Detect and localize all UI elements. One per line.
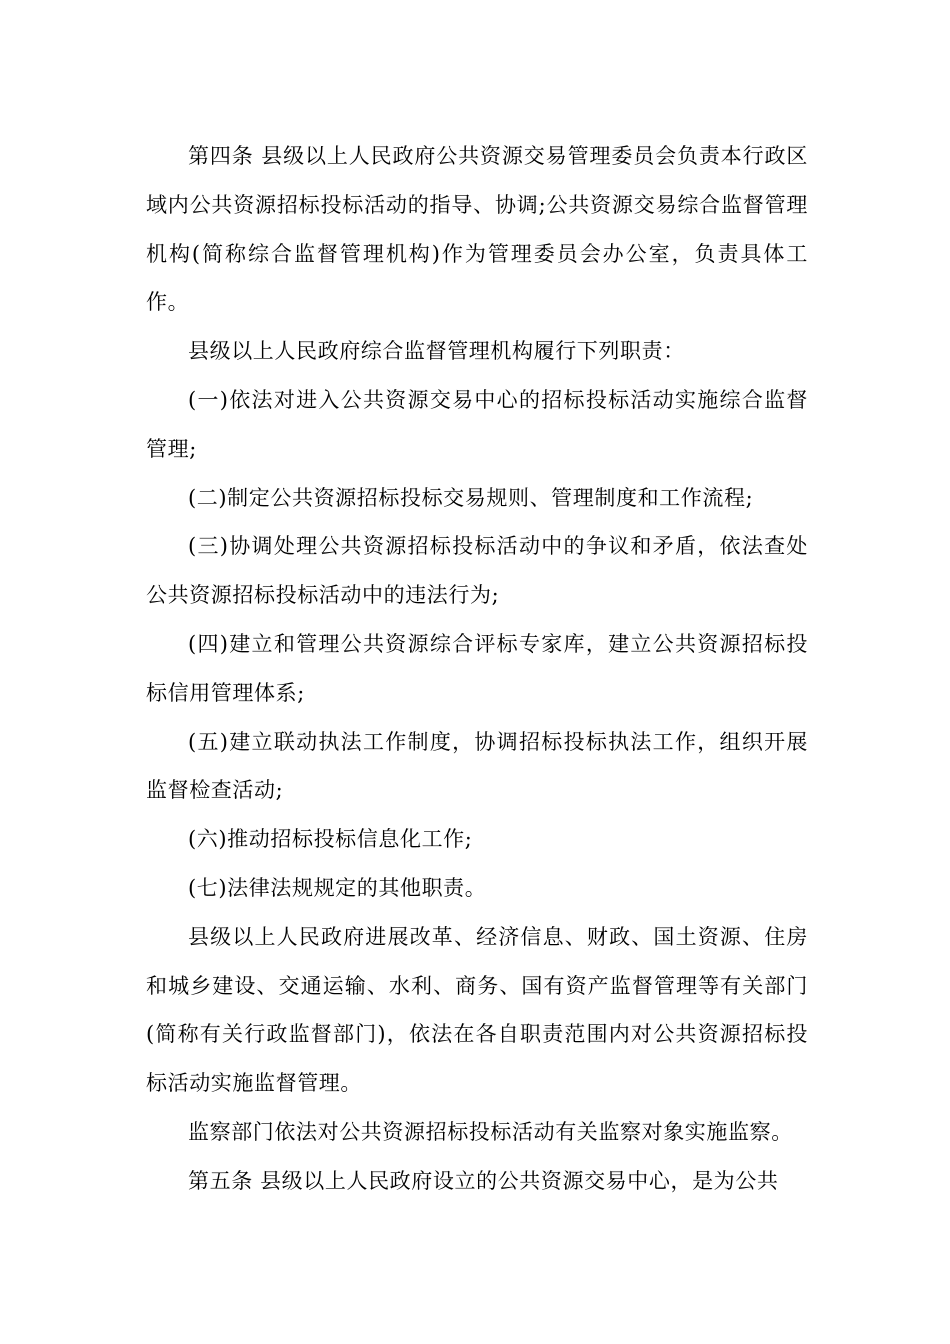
paragraph-duty-4: (四)建立和管理公共资源综合评标专家库，建立公共资源招标投标信用管理体系; <box>146 631 808 705</box>
paragraph-article-5: 第五条 县级以上人民政府设立的公共资源交易中心，是为公共 <box>188 1168 779 1193</box>
paragraph-duty-7: (七)法律法规规定的其他职责。 <box>188 875 487 900</box>
paragraph-departments: 县级以上人民政府进展改革、经济信息、财政、国土资源、住房和城乡建设、交通运输、水利、商务、国有资产监督管理等有关部门(简称有关行政监督部门)，依法在各自职责范围内对公共资源招标投标活动实施监督管理。 <box>146 924 808 1096</box>
paragraph-supervision: 监察部门依法对公共资源招标投标活动有关监察对象实施监察。 <box>188 1119 793 1144</box>
paragraph-duty-6: (六)推动招标投标信息化工作; <box>188 827 473 852</box>
paragraph-duty-1: (一)依法对进入公共资源交易中心的招标投标活动实施综合监督管理; <box>146 387 808 461</box>
paragraph-duties-intro: 县级以上人民政府综合监督管理机构履行下列职责： <box>188 339 685 364</box>
paragraph-duty-2: (二)制定公共资源招标投标交易规则、管理制度和工作流程; <box>188 485 754 510</box>
document-body <box>146 132 808 1206</box>
paragraph-duty-5: (五)建立联动执法工作制度，协调招标投标执法工作，组织开展监督检查活动; <box>146 729 808 803</box>
paragraph-article-4: 第四条 县级以上人民政府公共资源交易管理委员会负责本行政区域内公共资源招标投标活动的指导、协调;公共资源交易综合监督管理机构(简称综合监督管理机构)作为管理委员会办公室，负责具体工作。 <box>146 144 808 315</box>
paragraph-duty-3: (三)协调处理公共资源招标投标活动中的争议和矛盾，依法查处公共资源招标投标活动中的违法行为; <box>146 534 808 608</box>
